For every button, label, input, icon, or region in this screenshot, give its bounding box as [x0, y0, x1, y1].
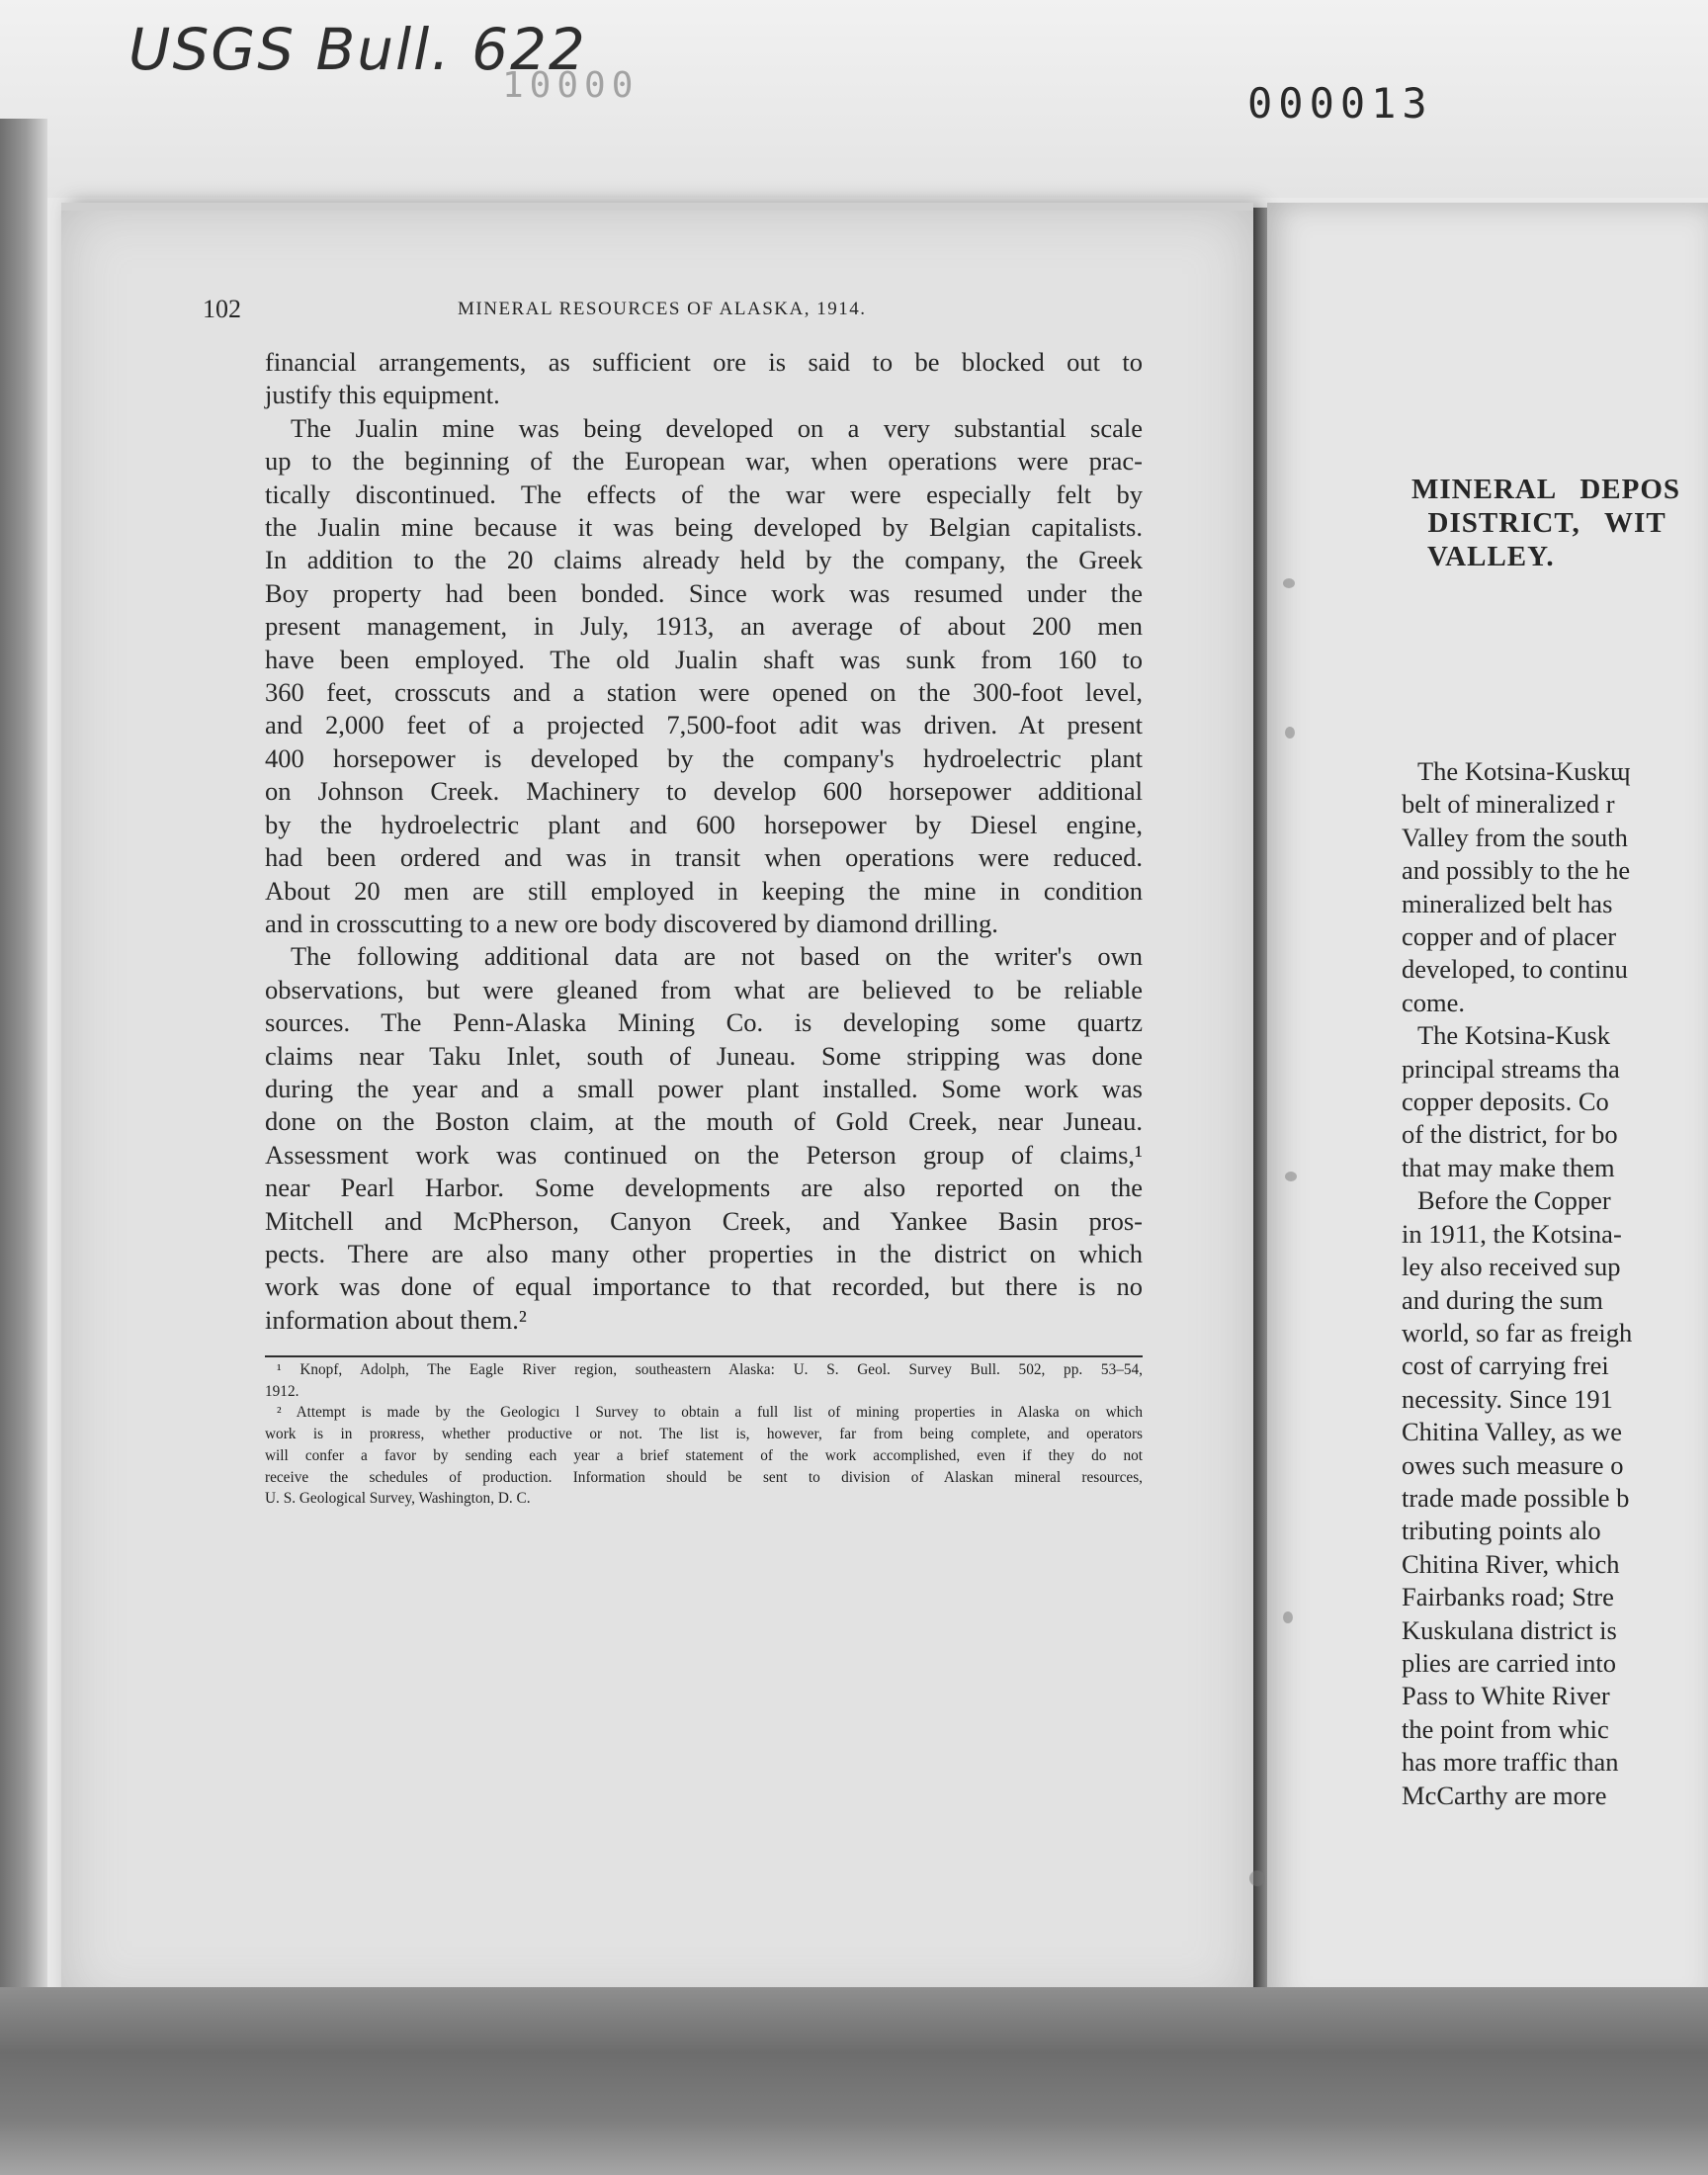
- right-text-line: in 1911, the Kotsina-: [1402, 1218, 1622, 1249]
- right-text-line: of the district, for bo: [1402, 1119, 1618, 1150]
- footnote-line: ² Attempt is made by the Geologicı l Survey to obtain a full list of mining properties in Alaska on which: [277, 1404, 1143, 1422]
- footnote-line: U. S. Geological Survey, Washington, D. C.: [265, 1490, 531, 1508]
- binding-mark: [1283, 1611, 1293, 1623]
- right-text-line: trade made possible b: [1402, 1482, 1630, 1513]
- body-text-line: pects. There are also many other properties in the district on which: [265, 1238, 1143, 1268]
- footnote-line: will confer a favor by sending each year a brief statement of the work accomplished, even if they do not: [265, 1446, 1143, 1464]
- running-head: [203, 295, 1152, 324]
- body-text-line: About 20 men are still employed in keeping the mine in condition: [265, 875, 1143, 906]
- body-text-line: present management, in July, 1913, an average of about 200 men: [265, 611, 1143, 642]
- right-text-line: world, so far as freigh: [1402, 1317, 1633, 1348]
- right-heading-line: VALLEY.: [1411, 541, 1555, 572]
- body-text-line: and in crosscutting to a new ore body discovered by diamond drilling.: [265, 908, 998, 938]
- binding-mark: [1283, 578, 1295, 588]
- footnote-line: ¹ Knopf, Adolph, The Eagle River region, southeastern Alaska: U. S. Geol. Survey Bull. 502, pp. 53–54,: [277, 1361, 1143, 1378]
- page-number: 102: [203, 295, 241, 323]
- footnote-line: work is in proʀress, whether productive or not. The list is, however, far from being complete, and operators: [265, 1426, 1143, 1443]
- binding-mark: [1249, 1870, 1265, 1886]
- body-text-line: The following additional data are not based on the writer's own: [291, 941, 1143, 972]
- right-text-line: The Kotsina-Kusk: [1417, 1020, 1611, 1051]
- right-text-line: and during the sum: [1402, 1284, 1603, 1315]
- body-text-line: up to the beginning of the European war, when operations were prac-: [265, 446, 1143, 477]
- right-text-line: The Kotsina-Kuskɰ: [1417, 756, 1631, 786]
- right-text-line: mineralized belt has: [1402, 888, 1613, 918]
- right-text-line: Pass to White River: [1402, 1681, 1610, 1711]
- right-text-line: belt of mineralized r: [1402, 789, 1615, 820]
- body-text-line: 400 horsepower is developed by the company's hydroelectric plant: [265, 742, 1143, 773]
- body-text-line: had been ordered and was in transit when operations were reduced.: [265, 842, 1143, 873]
- handwritten-annotation: USGS Bull. 622: [128, 16, 587, 83]
- right-text-line: copper and of placer: [1402, 921, 1617, 952]
- right-text-line: Chitina Valley, as we: [1402, 1417, 1622, 1447]
- body-text-line: Mitchell and McPherson, Canyon Creek, and Yankee Basin pros-: [265, 1205, 1143, 1236]
- body-text-line: 360 feet, crosscuts and a station were opened on the 300-foot level,: [265, 677, 1143, 708]
- footnote-line: receive the schedules of production. Information should be sent to division of Alaskan mineral resources,: [265, 1468, 1143, 1486]
- right-text-line: and possibly to the he: [1402, 855, 1631, 886]
- footnote-divider: [265, 1355, 1143, 1357]
- body-text-line: justify this equipment.: [265, 380, 500, 410]
- binding-mark: [1285, 727, 1295, 739]
- right-text-line: necessity. Since 191: [1402, 1383, 1613, 1414]
- right-text-line: ley also received sup: [1402, 1252, 1621, 1282]
- right-text-line: that may make them: [1402, 1152, 1615, 1182]
- body-text-line: and 2,000 feet of a projected 7,500-foot adit was driven. At present: [265, 710, 1143, 740]
- right-text-line: tributing points alo: [1402, 1516, 1601, 1546]
- right-text-line: copper deposits. Co: [1402, 1087, 1609, 1117]
- body-text-line: sources. The Penn-Alaska Mining Co. is developing some quartz: [265, 1007, 1143, 1038]
- right-text-line: plies are carried into: [1402, 1647, 1617, 1678]
- running-head-title: MINERAL RESOURCES OF ALASKA, 1914.: [458, 299, 867, 319]
- body-text-line: have been employed. The old Jualin shaft was sunk from 160 to: [265, 644, 1143, 674]
- right-text-line: the point from whic: [1402, 1713, 1609, 1744]
- body-text-line: Assessment work was continued on the Peterson group of claims,¹: [265, 1139, 1143, 1170]
- right-text-line: owes such measure o: [1402, 1449, 1624, 1480]
- right-heading-line: MINERAL DEPOS: [1411, 474, 1681, 505]
- body-text-line: financial arrangements, as sufficient ore is said to be blocked out to: [265, 347, 1143, 377]
- right-page-text: [1402, 755, 1632, 1812]
- body-text-line: In addition to the 20 claims already held by the company, the Greek: [265, 545, 1143, 575]
- right-text-line: Fairbanks road; Stre: [1402, 1582, 1614, 1612]
- right-text-line: Chitina River, which: [1402, 1548, 1620, 1579]
- body-text-line: tically discontinued. The effects of the war were especially felt by: [265, 478, 1143, 509]
- right-text-line: cost of carrying frei: [1402, 1350, 1609, 1381]
- body-text-line: observations, but were gleaned from what are believed to be reliable: [265, 974, 1143, 1004]
- body-text-line: claims near Taku Inlet, south of Juneau. Some stripping was done: [265, 1040, 1143, 1071]
- footnotes: [265, 1359, 1143, 1510]
- body-text-line: The Jualin mine was being developed on a very substantial scale: [291, 412, 1143, 443]
- faint-stamp-number: 10000: [502, 65, 640, 106]
- body-text-line: on Johnson Creek. Machinery to develop 600 horsepower additional: [265, 776, 1143, 807]
- right-page-heading: [1411, 473, 1680, 573]
- body-text: [265, 346, 1143, 1337]
- right-text-line: Valley from the south: [1402, 822, 1628, 852]
- right-text-line: Kuskulana district is: [1402, 1614, 1617, 1645]
- body-text-line: done on the Boston claim, at the mouth of Gold Creek, near Juneau.: [265, 1106, 1143, 1137]
- footnote-line: 1912.: [265, 1382, 299, 1400]
- body-text-line: information about them.²: [265, 1304, 527, 1335]
- scan-background-bottom: [0, 1987, 1708, 2175]
- page-top-edge: [61, 203, 1253, 211]
- right-text-line: has more traffic than: [1402, 1747, 1619, 1778]
- body-text-line: by the hydroelectric plant and 600 horsepower by Diesel engine,: [265, 809, 1143, 839]
- body-text-line: near Pearl Harbor. Some developments are also reported on the: [265, 1173, 1143, 1203]
- right-text-line: principal streams tha: [1402, 1053, 1620, 1084]
- scan-left-shadow: [0, 119, 47, 1997]
- right-text-line: developed, to continu: [1402, 954, 1628, 985]
- right-text-line: Before the Copper: [1417, 1185, 1611, 1216]
- page-stamp-number: 000013: [1247, 79, 1433, 128]
- body-text-line: the Jualin mine because it was being developed by Belgian capitalists.: [265, 512, 1143, 543]
- body-text-line: Boy property had been bonded. Since work was resumed under the: [265, 577, 1143, 608]
- right-heading-line: DISTRICT, WIT: [1411, 507, 1666, 539]
- book-gutter: [1253, 208, 1267, 2017]
- body-text-line: work was done of equal importance to that recorded, but there is no: [265, 1271, 1143, 1302]
- right-text-line: come.: [1402, 987, 1466, 1017]
- right-text-line: McCarthy are more: [1402, 1780, 1607, 1810]
- binding-mark: [1285, 1172, 1297, 1181]
- body-text-line: during the year and a small power plant installed. Some work was: [265, 1073, 1143, 1103]
